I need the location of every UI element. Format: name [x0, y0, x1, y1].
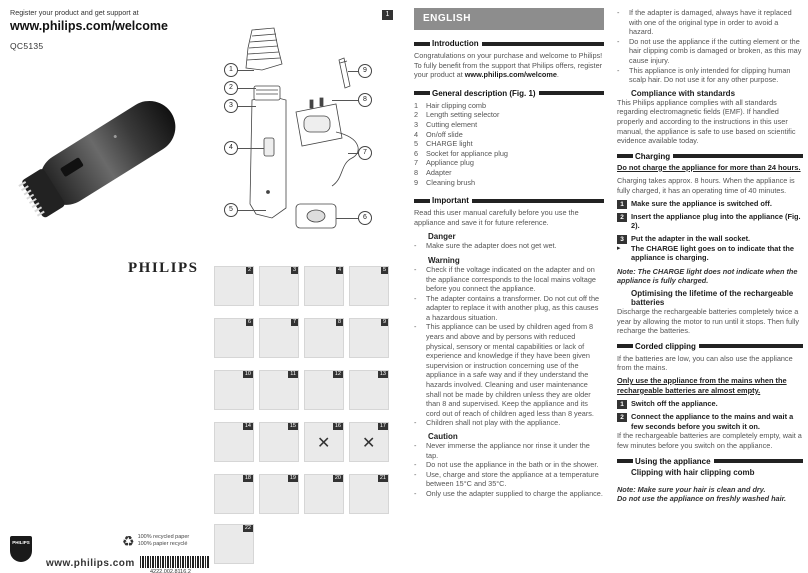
intro-text: Congratulations on your purchase and welcome to Philips! To fully benefit from the support that Philips offers, register your product at www.philips.com/welcome. [414, 51, 603, 80]
fig-thumb [304, 318, 344, 358]
optimise-title: Optimising the lifetime of the rechargeable batteries [631, 289, 794, 308]
english-column-1 [414, 8, 604, 568]
language-header: ENGLISH [414, 8, 604, 30]
caution-item: - Never immerse the appliance nor rinse it under the tap. [414, 441, 590, 460]
callout-4-leader [238, 148, 264, 149]
callout-2-leader [238, 88, 256, 89]
callout-9: 9 [358, 64, 372, 78]
charging-warning: Do not charge the appliance for more than 24 hours. [617, 162, 801, 172]
footer-logo-text: PHILIPS [12, 540, 30, 545]
section-title: Introduction [432, 39, 479, 48]
fig-thumb [349, 370, 389, 410]
recycle-line-1: 100% recycled paper [137, 534, 190, 540]
section-important [414, 196, 604, 205]
parts-list [414, 101, 604, 187]
philips-logo: PHILIPS [128, 260, 199, 276]
section-title: Charging [635, 151, 671, 161]
fig-num: 19 [289, 475, 296, 481]
fig-num: 18 [244, 475, 251, 481]
charging-step: 1 Make sure the appliance is switched off. [617, 199, 803, 209]
callout-7-leader [348, 153, 358, 154]
callout-7: 7 [358, 146, 372, 160]
section-general-description [414, 89, 604, 98]
callout-8: 8 [358, 93, 372, 107]
fig-num: 15 [289, 423, 296, 429]
fig-thumb [349, 266, 389, 306]
recycle-icon: ♻ [122, 533, 135, 549]
fig-thumb [214, 474, 254, 514]
fig-thumb [259, 422, 299, 462]
fig-thumb [214, 422, 254, 462]
figures-column [212, 8, 400, 568]
fig-num: 13 [379, 371, 386, 377]
corded-step: 2 Connect the appliance to the mains and wait a few seconds before you switch it on. [617, 412, 803, 431]
recycle-bin-icon: ✕ [362, 435, 376, 452]
fig-thumb [214, 370, 254, 410]
callout-3: 3 [224, 99, 238, 113]
barcode [140, 556, 210, 568]
callout-4: 4 [224, 141, 238, 155]
list-item: 1 Hair clipping comb [414, 100, 487, 110]
list-item: 5 CHARGE light [414, 139, 473, 149]
fig-thumb [259, 474, 299, 514]
fig-thumb [214, 318, 254, 358]
recycle-bin-icon: ✕ [317, 435, 331, 452]
section-title: Using the appliance [635, 456, 711, 466]
recycle-line-2: 100% papier recyclé [137, 541, 188, 547]
fig-thumb [349, 318, 389, 358]
charging-text: Charging takes approx. 8 hours. When the appliance is fully charged, it has an operating time of 40 minutes. [617, 176, 795, 195]
danger-title: Danger [428, 232, 456, 242]
fig-thumb [349, 474, 389, 514]
section-corded [617, 342, 803, 351]
list-item: 6 Socket for appliance plug [414, 148, 508, 158]
corded-warning: Only use the appliance from the mains when the rechargeable batteries are almost empty. [617, 376, 787, 395]
corded-step: 1 Switch off the appliance. [617, 399, 803, 409]
section-title: General description (Fig. 1) [432, 88, 536, 98]
model-number: QC5135 [10, 41, 44, 51]
section-charging [617, 152, 803, 161]
section-introduction [414, 39, 604, 48]
section-title: Important [432, 196, 469, 206]
fig-thumb [259, 370, 299, 410]
fig-thumb [304, 370, 344, 410]
danger-item: - Make sure the adapter does not get wet. [414, 241, 557, 251]
english-column-2 [617, 8, 803, 568]
fig1-badge: 1 [382, 10, 393, 20]
fig-num: 16 [334, 423, 341, 429]
fig-num: 2 [247, 267, 251, 273]
cover-column [10, 8, 210, 573]
warning-item: - This appliance can be used by children aged from 8 years and above and by persons with reduced physical, sensory or mental capabilities or lack of experience and knowledge if they have been given supervision or instruction concerning use of the appliance in a safe way and if they understand the hazards involved. Cleaning and user maintenance shall not be made by children unless they are older than 8 and supervised. Keep the appliance and its cord out of reach of children aged less than 8 years. [414, 322, 594, 418]
caution-item: - Use, charge and store the appliance at a temperature between 15°C and 35°C. [414, 469, 599, 489]
final-note-2: Do not use the appliance on freshly washed hair. [617, 494, 787, 504]
optimise-text: Discharge the rechargeable batteries completely twice a year by allowing the motor to run until it stops. Then fully recharge the batteries. [617, 307, 799, 336]
caution-item: - Only use the adapter supplied to charge the appliance. [414, 488, 603, 498]
register-line: Register your product and get support at [10, 8, 139, 17]
fig-thumb [304, 266, 344, 306]
fig-thumb [259, 266, 299, 306]
clipper-product-image [16, 68, 206, 248]
intro-text-body: Congratulations on your purchase and welcome to Philips! To fully benefit from the support that Philips offers, register your product at [414, 51, 603, 80]
list-item: 9 Cleaning brush [414, 177, 476, 187]
fig-num: 7 [292, 319, 296, 325]
fig-num: 17 [379, 423, 386, 429]
footer-shield-logo [10, 536, 32, 562]
callout-3-leader [238, 106, 256, 107]
fig-num: 6 [247, 319, 251, 325]
arrow-icon: ▸ [617, 244, 621, 252]
charging-step: 3 Put the adapter in the wall socket. [617, 234, 803, 244]
register-url[interactable]: www.philips.com/welcome [10, 19, 168, 33]
fig-thumb [214, 266, 254, 306]
warning-item: - Do not use the appliance if the cutting element or the hair clipping comb is damaged or broken, as this may cause injury. [617, 36, 802, 65]
callout-9-leader [348, 71, 358, 72]
fig-thumb [349, 422, 389, 462]
fig-thumb [304, 422, 344, 462]
list-item: 3 Cutting element [414, 119, 478, 129]
fig-num: 9 [382, 319, 386, 325]
fig-num: 3 [292, 267, 296, 273]
fig-thumb [214, 524, 254, 564]
list-item: 4 On/off slide [414, 129, 463, 139]
fig-num: 4 [337, 267, 341, 273]
callout-8-leader [332, 100, 358, 101]
doc-code: 4222.002.8116.2 [150, 569, 191, 573]
caution-item: - Do not use the appliance in the bath or in the shower. [414, 460, 599, 470]
footer-url[interactable]: www.philips.com [46, 558, 135, 569]
fig1-parts-diagram [212, 8, 400, 238]
important-text: Read this user manual carefully before you use the appliance and save it for future reference. [414, 208, 579, 227]
clipping-title: Clipping with hair clipping comb [631, 467, 755, 477]
list-item: 8 Adapter [414, 167, 452, 177]
intro-link[interactable]: www.philips.com/welcome [464, 70, 557, 80]
fig-thumb [304, 474, 344, 514]
final-note-1: Note: Make sure your hair is clean and dry. [617, 484, 766, 494]
callout-1: 1 [224, 63, 238, 77]
fig-num: 20 [334, 475, 341, 481]
fig-num: 22 [244, 525, 251, 531]
list-item: 7 Appliance plug [414, 158, 474, 168]
fig-num: 14 [244, 423, 251, 429]
callout-5: 5 [224, 203, 238, 217]
warning-item: - Check if the voltage indicated on the adapter and on the appliance corresponds to the local mains voltage before you connect the appliance. [414, 264, 596, 294]
fig-num: 11 [290, 371, 296, 377]
warning-item: - The adapter contains a transformer. Do not cut off the adapter to replace it with another plug, as this causes a hazardous situation. [414, 293, 600, 322]
section-title: Corded clipping [635, 341, 696, 351]
charging-result: ▸ The CHARGE light goes on to indicate that the appliance is charging. [617, 243, 795, 263]
list-item: 2 Length setting selector [414, 110, 500, 120]
compliance-title: Compliance with standards [631, 88, 736, 98]
section-using [617, 457, 803, 466]
compliance-text: This Philips appliance complies with all standards regarding electromagnetic fields (EMF). If handled properly and according to the instructions in this user manual, the appliance is safe to use based on scientific evidence available today. [617, 97, 796, 146]
callout-6: 6 [358, 211, 372, 225]
corded-after: If the rechargeable batteries are completely empty, wait a few minutes before you switch on the appliance. [617, 431, 802, 450]
fig-num: 21 [379, 475, 386, 481]
warning-item: - If the adapter is damaged, always have it replaced with one of the original type in order to avoid a hazard. [617, 8, 792, 37]
fig-num: 12 [334, 371, 341, 377]
callout-1-leader [238, 70, 254, 71]
fig-num: 8 [337, 319, 341, 325]
warning-item: - This appliance is only intended for clipping human scalp hair. Do not use it for any other purpose. [617, 65, 791, 85]
fig-num: 5 [382, 267, 386, 273]
charging-note: Note: The CHARGE light does not indicate when the appliance is fully charged. [617, 266, 798, 286]
fig-thumb [259, 318, 299, 358]
recycle-note [122, 534, 189, 548]
warning-title: Warning [428, 255, 460, 265]
fig-num: 10 [244, 371, 251, 377]
warning-item: - Children shall not play with the appliance. [414, 418, 561, 428]
charging-step: 2 Insert the appliance plug into the appliance (Fig. 2). [617, 212, 803, 231]
callout-6-leader [336, 218, 358, 219]
callout-2: 2 [224, 81, 238, 95]
corded-text: If the batteries are low, you can also use the appliance from the mains. [617, 353, 793, 373]
caution-title: Caution [428, 432, 458, 441]
callout-5-leader [238, 210, 266, 211]
